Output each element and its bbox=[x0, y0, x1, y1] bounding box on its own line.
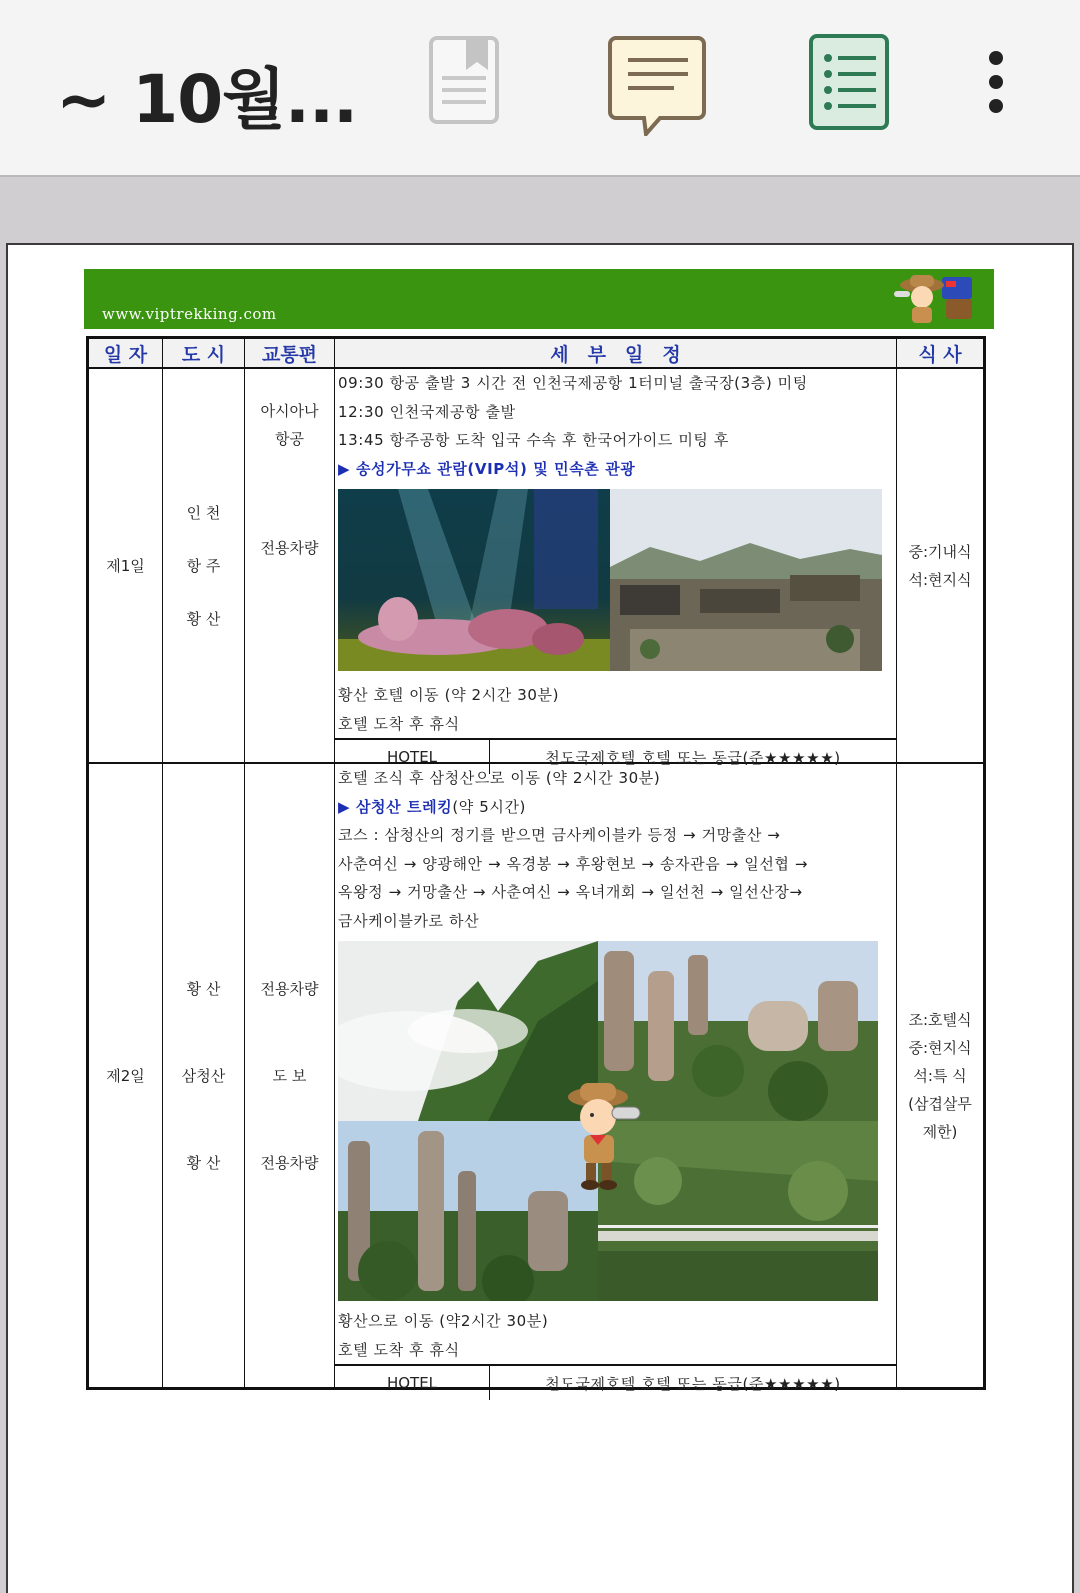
schedule-line: 호텔 도착 후 휴식 bbox=[338, 714, 460, 733]
document-page bbox=[6, 243, 1074, 1593]
schedule-highlight: ▶ 송성가무쇼 관람(VIP석) 및 민속촌 관광 bbox=[338, 459, 636, 478]
city-cell bbox=[163, 369, 245, 762]
mascot-explorer-icon bbox=[564, 1081, 644, 1195]
header-banner bbox=[84, 269, 994, 329]
meal-item: 중:기내식 bbox=[908, 542, 972, 561]
schedule-cell bbox=[335, 764, 897, 1393]
meals-cell bbox=[897, 764, 983, 1387]
header-meals: 식 사 bbox=[918, 343, 962, 366]
course-line: 옥왕정 → 거망출산 → 사춘여신 → 옥녀개회 → 일선천 → 일선산장→ bbox=[338, 883, 803, 901]
photo-collage bbox=[338, 941, 893, 1307]
header-city: 도 시 bbox=[163, 339, 245, 367]
schedule-highlight: ▶ 삼청산 트레킹 bbox=[338, 797, 453, 816]
meal-item: 중:현지식 bbox=[908, 1038, 972, 1057]
cliff-spires-photo bbox=[338, 1121, 598, 1301]
hotel-value: 천도국제호텔 호텔 또는 동급(준★★★★★) bbox=[545, 1374, 841, 1393]
meal-item: (삼겹살무 bbox=[908, 1094, 972, 1113]
schedule-highlight-line bbox=[338, 793, 893, 822]
folk-village-photo bbox=[610, 489, 882, 671]
city-item: 황 산 bbox=[186, 1154, 221, 1172]
city-item: 황 산 bbox=[186, 610, 221, 628]
mascot-logo-icon bbox=[892, 273, 976, 329]
transport-item: 도 보 bbox=[272, 1067, 307, 1085]
schedule-line: 12:30 인천국제공항 출발 bbox=[338, 402, 516, 421]
city-item: 항 주 bbox=[186, 557, 221, 575]
schedule-line: 황산 호텔 이동 (약 2시간 30분) bbox=[338, 686, 560, 704]
course-line: 사춘여신 → 양광해안 → 옥경봉 → 후왕현보 → 송자관음 → 일선협 → bbox=[338, 854, 809, 873]
app-bar bbox=[0, 0, 1080, 177]
city-item: 황 산 bbox=[186, 980, 221, 998]
city-item: 인 천 bbox=[186, 504, 221, 522]
document-title[interactable]: ~ 10월... bbox=[56, 61, 358, 138]
transport-cell bbox=[245, 369, 335, 762]
schedule-cell bbox=[335, 369, 897, 767]
schedule-line: 09:30 항공 출발 3 시간 전 인천국제공항 1터미널 출국장(3층) 미팅 bbox=[338, 374, 808, 392]
header-transport: 교통편 bbox=[245, 339, 335, 367]
misty-mountain-photo bbox=[338, 941, 598, 1121]
schedule-line: 호텔 조식 후 삼청산으로 이동 (약 2시간 30분) bbox=[338, 769, 661, 787]
more-vert-icon[interactable] bbox=[984, 50, 1008, 118]
transport-item: 전용차량 bbox=[260, 980, 319, 998]
hotel-row bbox=[335, 1364, 896, 1400]
city-cell bbox=[163, 764, 245, 1387]
course-line: 금사케이블카로 하산 bbox=[338, 911, 480, 930]
hotel-label: HOTEL bbox=[335, 1366, 490, 1400]
header-date: 일 자 bbox=[89, 339, 163, 367]
banner-url: www.viptrekking.com bbox=[102, 305, 277, 323]
transport-item: 항공 bbox=[275, 430, 304, 448]
transport-item: 전용차량 bbox=[260, 539, 319, 557]
show-photo bbox=[338, 489, 610, 671]
highlight-duration: (약 5시간) bbox=[452, 797, 527, 816]
itinerary-table bbox=[86, 336, 986, 1393]
transport-cell bbox=[245, 764, 335, 1387]
schedule-line: 황산으로 이동 (약2시간 30분) bbox=[338, 1312, 549, 1330]
hotel-label: HOTEL bbox=[335, 740, 490, 774]
table-row bbox=[89, 764, 983, 1393]
schedule-line: 호텔 도착 후 휴식 bbox=[338, 1340, 460, 1359]
transport-item: 전용차량 bbox=[260, 1154, 319, 1172]
table-header bbox=[89, 339, 983, 369]
course-line: 코스 : 삼청산의 정기를 받으면 금사케이블카 등정 → 거망출산 → bbox=[338, 826, 781, 844]
meal-item: 석:현지식 bbox=[908, 570, 972, 589]
transport-item: 아시아나 bbox=[260, 402, 319, 420]
hotel-value: 천도국제호텔 호텔 또는 동급(준★★★★★) bbox=[545, 748, 841, 767]
header-schedule: 세 부 일 정 bbox=[335, 339, 897, 367]
city-item: 삼청산 bbox=[181, 1067, 226, 1085]
table-row bbox=[89, 369, 983, 767]
day-label: 제2일 bbox=[89, 764, 163, 1387]
day-label: 제1일 bbox=[89, 369, 163, 762]
meals-cell bbox=[897, 369, 983, 762]
meal-item: 제한) bbox=[922, 1122, 958, 1141]
photo-strip bbox=[338, 489, 893, 681]
meal-item: 석:특 식 bbox=[913, 1066, 967, 1085]
comment-icon[interactable] bbox=[608, 32, 708, 140]
bookmark-doc-icon[interactable] bbox=[428, 32, 502, 132]
list-icon[interactable] bbox=[808, 32, 890, 136]
meal-item: 조:호텔식 bbox=[908, 1010, 972, 1029]
schedule-line: 13:45 항주공항 도착 입국 수속 후 한국어가이드 미팅 후 bbox=[338, 431, 729, 449]
